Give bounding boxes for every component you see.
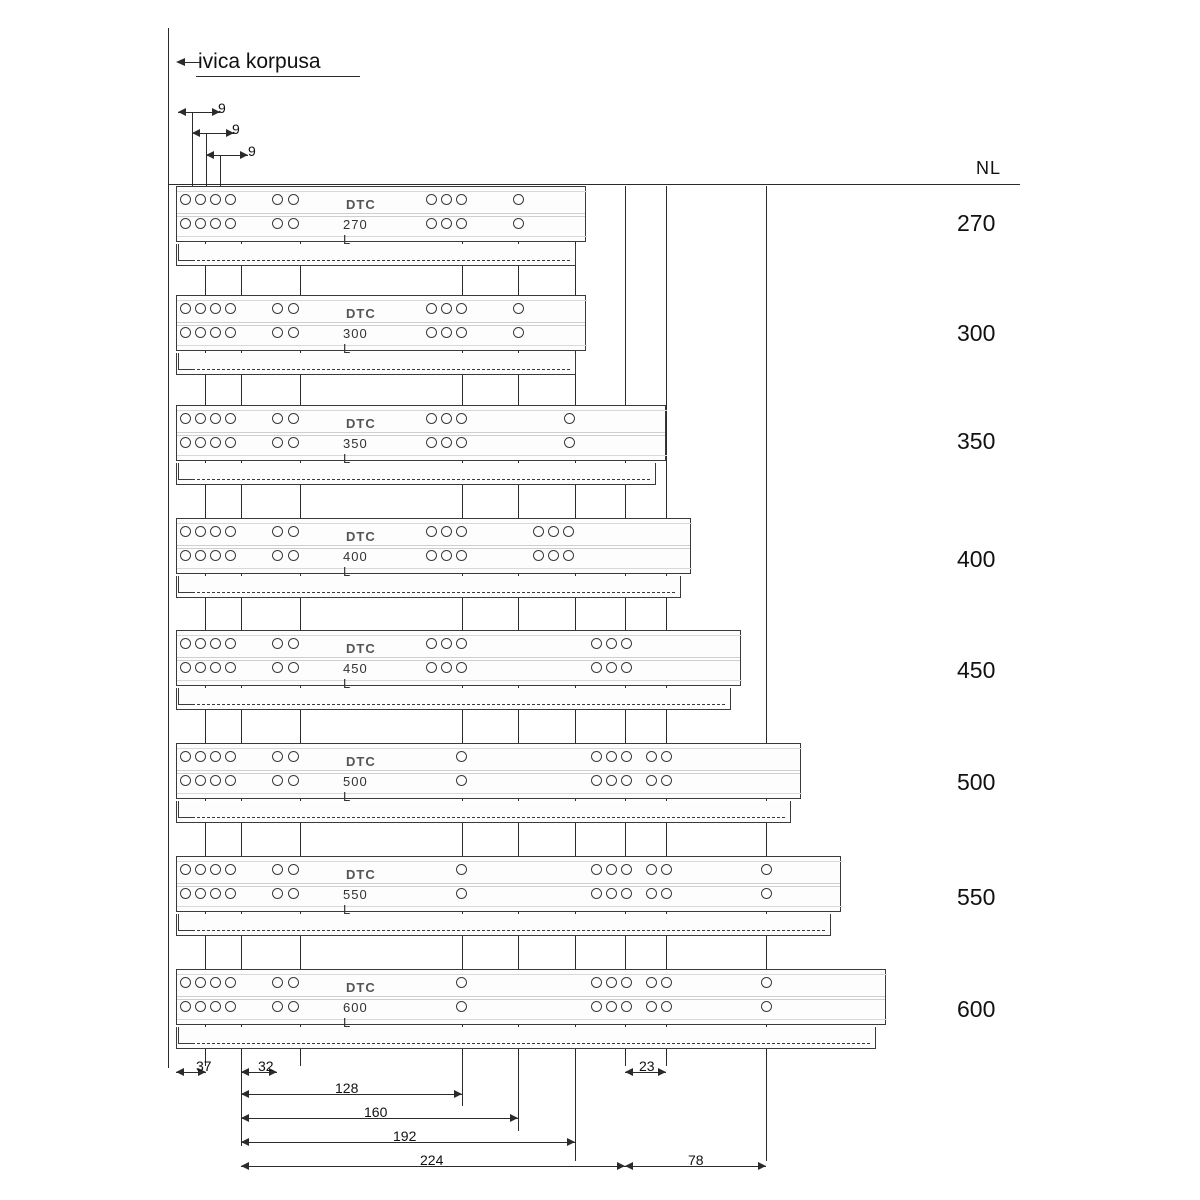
hole <box>210 662 221 673</box>
hole <box>456 888 467 899</box>
dim-224-text: 224 <box>420 1152 444 1168</box>
hole <box>441 413 452 424</box>
rail-450-lower <box>176 688 731 710</box>
hole <box>646 775 657 786</box>
hole <box>195 550 206 561</box>
hole <box>272 550 283 561</box>
hole <box>646 864 657 875</box>
hole <box>225 526 236 537</box>
hole <box>225 194 236 205</box>
dim-9c-arrow-left <box>206 151 214 159</box>
hole <box>621 1001 632 1012</box>
hole <box>426 194 437 205</box>
hole <box>288 662 299 673</box>
rail-350-dash <box>182 479 650 480</box>
rail-450-brand: DTC <box>346 641 376 656</box>
rail-400-hook <box>178 576 193 593</box>
rail-350-lower <box>176 463 656 485</box>
hole <box>225 218 236 229</box>
dim-9c-text: 9 <box>248 143 256 159</box>
hole <box>426 526 437 537</box>
hole <box>210 977 221 988</box>
dim-9c-arrow-right <box>240 151 248 159</box>
hole <box>533 550 544 561</box>
rail-300-hook <box>178 353 193 370</box>
hole <box>225 413 236 424</box>
hole <box>210 194 221 205</box>
hole <box>180 303 191 314</box>
hole <box>441 437 452 448</box>
hole <box>564 413 575 424</box>
rail-500-brand: DTC <box>346 754 376 769</box>
hole <box>456 303 467 314</box>
hole <box>225 751 236 762</box>
hole <box>591 662 602 673</box>
hole <box>426 437 437 448</box>
hole <box>606 775 617 786</box>
dim-37-text: 37 <box>196 1058 212 1074</box>
hole <box>180 437 191 448</box>
rail-400-lower <box>176 576 681 598</box>
edge-label-underline <box>196 76 360 77</box>
hole <box>441 638 452 649</box>
hole <box>180 327 191 338</box>
hole <box>426 413 437 424</box>
rail-500-body <box>176 743 801 799</box>
hole <box>606 662 617 673</box>
hole <box>225 1001 236 1012</box>
hole <box>272 327 283 338</box>
hole <box>210 888 221 899</box>
hole <box>606 888 617 899</box>
rail-500-lower <box>176 801 791 823</box>
hole <box>661 751 672 762</box>
hole <box>513 194 524 205</box>
dim-9a-text: 9 <box>218 100 226 116</box>
hole <box>225 437 236 448</box>
hole <box>456 638 467 649</box>
hole <box>441 194 452 205</box>
nl-value-550: 550 <box>957 884 996 910</box>
rail-300-body <box>176 295 586 351</box>
rail-600-hook <box>178 1027 193 1044</box>
dim-192-arrow-left <box>241 1138 249 1146</box>
hole <box>606 864 617 875</box>
hole <box>180 194 191 205</box>
hole <box>272 526 283 537</box>
cabinet-edge-label: ivica korpusa <box>198 50 321 73</box>
hole <box>195 194 206 205</box>
guide-line-9a <box>192 112 193 190</box>
hole <box>195 303 206 314</box>
hole <box>426 662 437 673</box>
hole <box>210 864 221 875</box>
guide-line-9b <box>206 133 207 190</box>
rail-550-brand: DTC <box>346 867 376 882</box>
hole <box>195 526 206 537</box>
hole <box>606 751 617 762</box>
nl-value-400: 400 <box>957 546 996 572</box>
hole <box>646 977 657 988</box>
hole <box>180 775 191 786</box>
hole <box>288 327 299 338</box>
rail-400-dash <box>182 592 675 593</box>
hole <box>272 218 283 229</box>
rail-450-dash <box>182 704 725 705</box>
hole <box>180 751 191 762</box>
hole <box>591 638 602 649</box>
dim-32-text: 32 <box>258 1058 274 1074</box>
hole <box>441 526 452 537</box>
hole <box>548 526 559 537</box>
rail-600-size: 600 L <box>343 1000 368 1030</box>
hole <box>661 775 672 786</box>
rail-300-lower <box>176 353 576 375</box>
hole <box>621 751 632 762</box>
dim-78-arrow-left <box>625 1162 633 1170</box>
hole <box>225 550 236 561</box>
hole <box>513 218 524 229</box>
hole <box>180 864 191 875</box>
hole <box>272 638 283 649</box>
hole <box>441 218 452 229</box>
hole <box>272 413 283 424</box>
guide-line-9c <box>220 155 221 190</box>
hole <box>456 437 467 448</box>
hole <box>591 775 602 786</box>
hole <box>272 977 283 988</box>
hole <box>288 550 299 561</box>
hole <box>210 327 221 338</box>
rail-350-brand: DTC <box>346 416 376 431</box>
hole <box>621 638 632 649</box>
dim-23-arrow-left <box>625 1068 633 1076</box>
hole <box>272 775 283 786</box>
hole <box>441 662 452 673</box>
rail-270-brand: DTC <box>346 197 376 212</box>
rail-600-dash <box>182 1043 870 1044</box>
rail-600-body <box>176 969 886 1025</box>
hole <box>456 977 467 988</box>
hole <box>210 1001 221 1012</box>
rail-270-size: 270 L <box>343 217 368 247</box>
hole <box>210 751 221 762</box>
rail-350-body <box>176 405 666 461</box>
rail-300-size: 300 L <box>343 326 368 356</box>
hole <box>288 977 299 988</box>
hole <box>606 1001 617 1012</box>
hole <box>180 662 191 673</box>
hole <box>621 977 632 988</box>
hole <box>621 662 632 673</box>
hole <box>225 662 236 673</box>
dim-23-arrow-right <box>658 1068 666 1076</box>
hole <box>533 526 544 537</box>
edge-label-arrow <box>176 58 185 66</box>
hole <box>621 775 632 786</box>
hole <box>288 526 299 537</box>
hole <box>225 327 236 338</box>
hole <box>661 977 672 988</box>
hole <box>621 888 632 899</box>
hole <box>591 888 602 899</box>
hole <box>225 775 236 786</box>
hole <box>195 437 206 448</box>
dim-23-text: 23 <box>639 1058 655 1074</box>
hole <box>548 550 559 561</box>
hole <box>210 437 221 448</box>
rail-500-hook <box>178 801 193 818</box>
hole <box>210 413 221 424</box>
rail-270-dash <box>182 260 570 261</box>
dim-37-arrow-left <box>176 1068 184 1076</box>
dim-160-arrow-right <box>510 1114 518 1122</box>
hole <box>426 638 437 649</box>
hole <box>180 550 191 561</box>
hole <box>661 864 672 875</box>
hole <box>426 550 437 561</box>
hole <box>210 638 221 649</box>
hole <box>272 888 283 899</box>
rail-300-dash <box>182 369 570 370</box>
hole <box>288 888 299 899</box>
hole <box>210 526 221 537</box>
hole <box>563 526 574 537</box>
hole <box>195 662 206 673</box>
dim-9b-arrow-left <box>192 129 200 137</box>
hole <box>225 638 236 649</box>
rail-450-size: 450 L <box>343 661 368 691</box>
rail-400-size: 400 L <box>343 549 368 579</box>
rail-270-lower <box>176 244 576 266</box>
rail-350-size: 350 L <box>343 436 368 466</box>
nl-value-300: 300 <box>957 320 996 346</box>
hole <box>441 303 452 314</box>
hole <box>272 194 283 205</box>
hole <box>288 437 299 448</box>
hole <box>761 864 772 875</box>
hole <box>288 775 299 786</box>
rail-450-hook <box>178 688 193 705</box>
hole <box>195 888 206 899</box>
hole <box>272 662 283 673</box>
hole <box>225 303 236 314</box>
dim-160-arrow-left <box>241 1114 249 1122</box>
hole <box>288 751 299 762</box>
hole <box>180 977 191 988</box>
hole <box>426 327 437 338</box>
hole <box>225 864 236 875</box>
hole <box>288 303 299 314</box>
rail-300-brand: DTC <box>346 306 376 321</box>
hole <box>426 218 437 229</box>
hole <box>456 662 467 673</box>
hole <box>661 1001 672 1012</box>
hole <box>180 218 191 229</box>
hole <box>646 751 657 762</box>
rail-500-size: 500 L <box>343 774 368 804</box>
dim-128-arrow-right <box>454 1090 462 1098</box>
rail-550-lower <box>176 914 831 936</box>
hole <box>456 327 467 338</box>
nl-value-600: 600 <box>957 996 996 1022</box>
hole <box>195 751 206 762</box>
hole <box>272 1001 283 1012</box>
hole <box>195 327 206 338</box>
hole <box>606 977 617 988</box>
hole <box>564 437 575 448</box>
hole <box>456 751 467 762</box>
hole <box>180 888 191 899</box>
hole <box>288 413 299 424</box>
hole <box>195 218 206 229</box>
hole <box>195 638 206 649</box>
hole <box>210 303 221 314</box>
dim-160-text: 160 <box>364 1104 388 1120</box>
hole <box>591 1001 602 1012</box>
hole <box>441 550 452 561</box>
rail-600-brand: DTC <box>346 980 376 995</box>
hole <box>591 977 602 988</box>
rail-270-body <box>176 186 586 242</box>
rail-550-size: 550 L <box>343 887 368 917</box>
dim-78-text: 78 <box>688 1152 704 1168</box>
hole <box>225 888 236 899</box>
hole <box>456 775 467 786</box>
hole <box>456 550 467 561</box>
hole <box>761 888 772 899</box>
hole <box>646 1001 657 1012</box>
dim-78-arrow-right <box>758 1162 766 1170</box>
hole <box>591 864 602 875</box>
hole <box>456 218 467 229</box>
hole <box>456 864 467 875</box>
hole <box>606 638 617 649</box>
hole <box>288 638 299 649</box>
hole <box>513 327 524 338</box>
dim-32-arrow-left <box>241 1068 249 1076</box>
nl-baseline <box>168 184 1020 185</box>
hole <box>441 327 452 338</box>
rail-550-hook <box>178 914 193 931</box>
hole <box>761 977 772 988</box>
dim-128-arrow-left <box>241 1090 249 1098</box>
hole <box>210 218 221 229</box>
hole <box>513 303 524 314</box>
rail-270-hook <box>178 244 193 261</box>
hole <box>288 864 299 875</box>
hole <box>288 194 299 205</box>
hole <box>272 437 283 448</box>
hole <box>195 1001 206 1012</box>
rail-400-brand: DTC <box>346 529 376 544</box>
hole <box>761 1001 772 1012</box>
hole <box>225 977 236 988</box>
hole <box>210 775 221 786</box>
hole <box>426 303 437 314</box>
hole <box>195 864 206 875</box>
hole <box>210 550 221 561</box>
rail-600-lower <box>176 1027 876 1049</box>
nl-header: NL <box>976 158 1002 178</box>
hole <box>563 550 574 561</box>
dim-224-arrow-right <box>617 1162 625 1170</box>
dim-192-arrow-right <box>567 1138 575 1146</box>
hole <box>180 413 191 424</box>
hole <box>456 413 467 424</box>
dim-192-text: 192 <box>393 1128 417 1144</box>
hole <box>646 888 657 899</box>
nl-value-270: 270 <box>957 210 996 236</box>
rail-550-dash <box>182 930 825 931</box>
dim-9a-arrow-left <box>178 108 186 116</box>
hole <box>195 977 206 988</box>
rail-500-dash <box>182 817 785 818</box>
rail-350-hook <box>178 463 193 480</box>
nl-value-500: 500 <box>957 769 996 795</box>
nl-value-350: 350 <box>957 428 996 454</box>
hole <box>180 526 191 537</box>
hole <box>195 413 206 424</box>
hole <box>621 864 632 875</box>
hole <box>195 775 206 786</box>
hole <box>272 751 283 762</box>
hole <box>180 1001 191 1012</box>
dim-9b-text: 9 <box>232 121 240 137</box>
hole <box>456 526 467 537</box>
hole <box>180 638 191 649</box>
dim-128-text: 128 <box>335 1080 359 1096</box>
hole <box>456 194 467 205</box>
hole <box>288 218 299 229</box>
hole <box>661 888 672 899</box>
hole <box>272 864 283 875</box>
hole <box>591 751 602 762</box>
hole <box>288 1001 299 1012</box>
hole <box>272 303 283 314</box>
dim-224-arrow-left <box>241 1162 249 1170</box>
nl-value-450: 450 <box>957 657 996 683</box>
hole <box>456 1001 467 1012</box>
